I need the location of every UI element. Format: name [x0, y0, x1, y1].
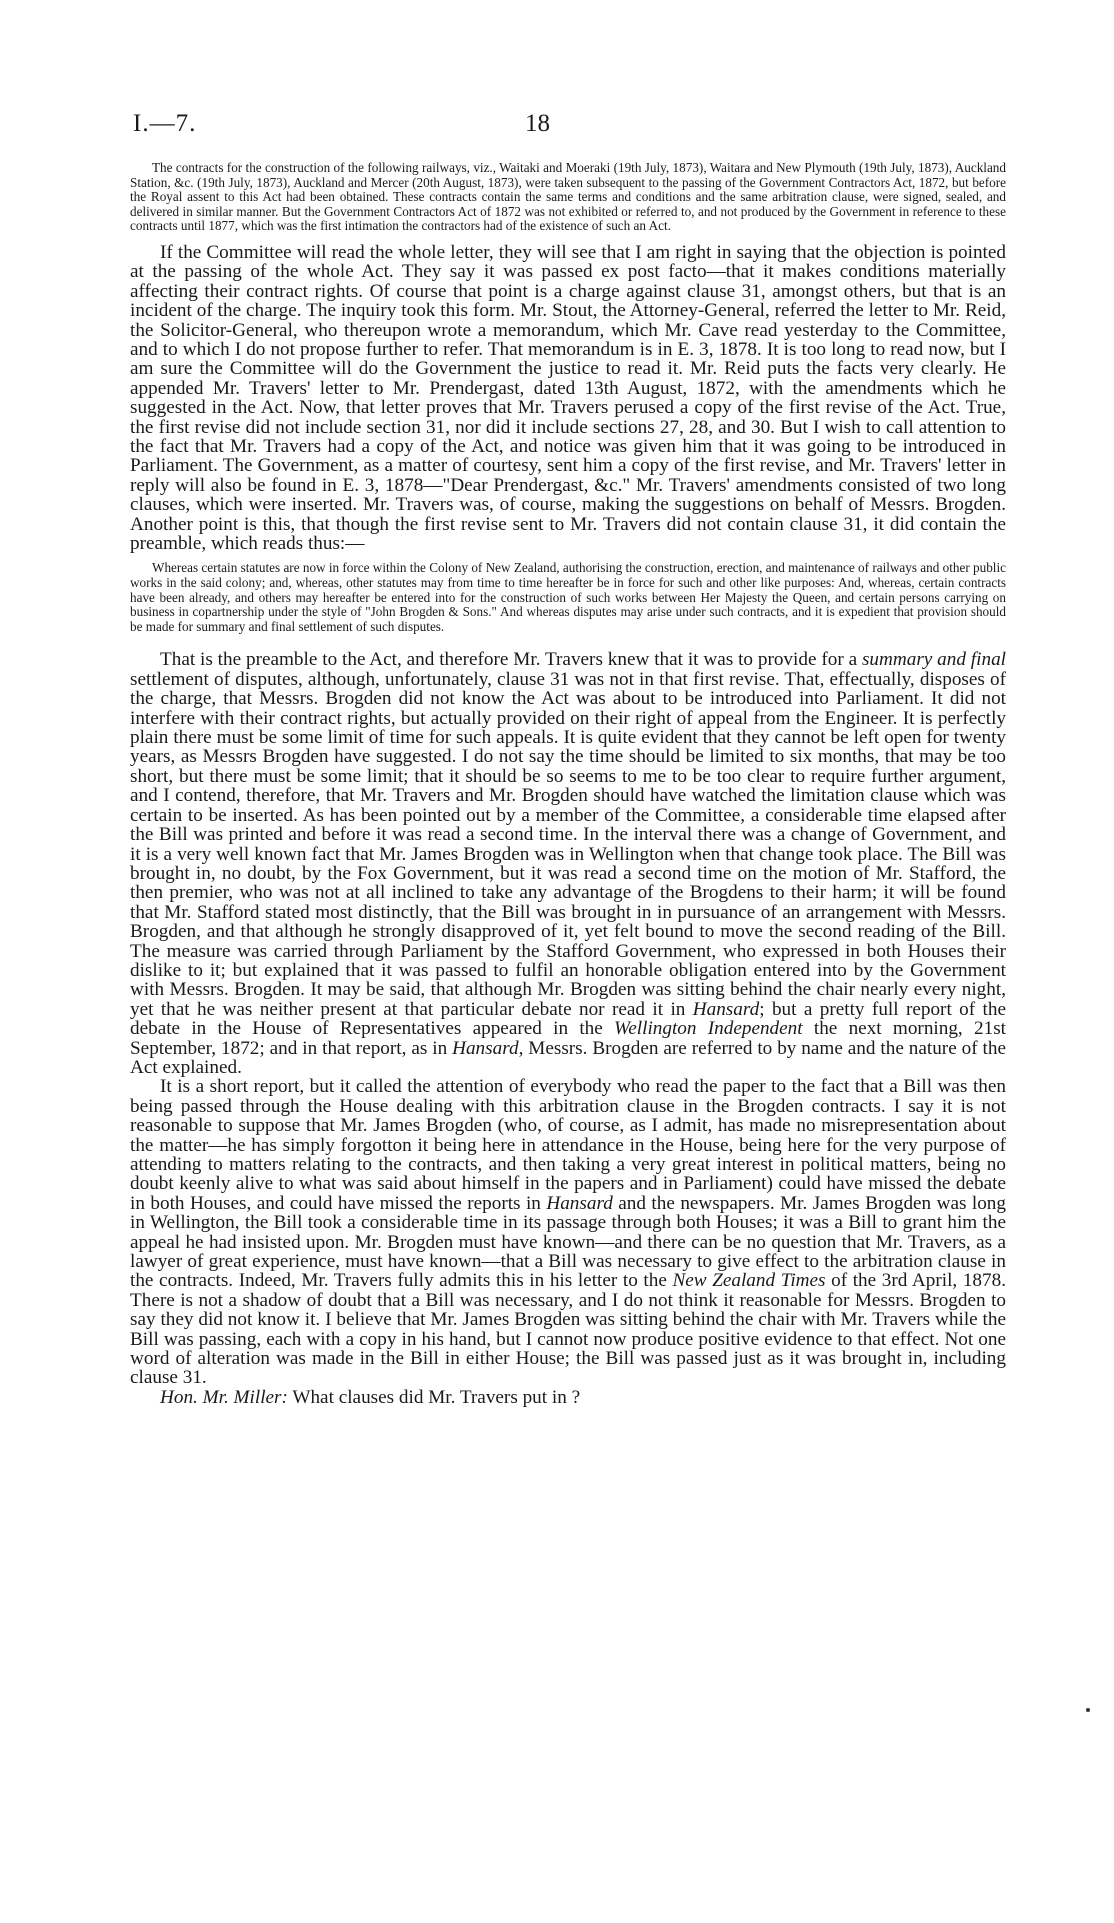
text-run: and the newspapers. Mr. James Brogden was long in Wellington, the Bill took a considerable time in its passage through both Houses; it was a Bill to grant him the appeal he had insisted upon. Mr. Brogden must have known—and there can be no question that Mr. Travers, as a lawyer of great experience, must have known—that a Bill was necessary to give effect to the arbitration clause in the contracts. Indeed, Mr. Travers fully admits this in his letter to the — [130, 1192, 1006, 1292]
emphasis-text: summary and final — [861, 649, 1006, 671]
paragraph-short-report — [130, 1077, 1006, 1388]
text-run: of the 3rd April, 1878. There is not a shadow of doubt that a Bill was necessary, and I do not think it reasonable for Messrs. Brogden to say they did not know it. I believe that Mr. James Brogden was sitting behind the chair with Mr. Travers while the Bill was passing, each with a copy in his hand, but I cannot now produce positive evidence to that effect. Not one word of alteration was made in the Bill in either House; the Bill was passed just as it was brought in, including clause 31. — [130, 1270, 1006, 1389]
hansard-reference: Hansard — [452, 1037, 519, 1059]
contracts-note: The contracts for the construction of the following railways, viz., Waitaki and Moeraki (19th July, 1873), Waitara and New Plymouth (19th July, 1873), Auckland Station, &c. (19th July, 1873), Auckland and Mercer (20th August, 1873), were taken subsequent to the passing of the Government Contractors Act, 1872, but before the Royal assent to this Act had been obtained. These contracts contain the same terms and conditions and the same arbitration clause, were signed, sealed, and delivered in similar manner. But the Government Contractors Act of 1872 was not exhibited or referred to, and not produced by the Government in reference to these contracts until 1877, which was the first intimation the contractors had of the existence of such an Act. — [130, 160, 1006, 234]
hansard-reference: Hansard — [546, 1192, 613, 1214]
text-run: , Messrs. Brogden are referred to by name and the nature of the Act explained. — [130, 1037, 1006, 1078]
question-text: What clauses did Mr. Travers put in ? — [287, 1386, 581, 1408]
speaker-name: Hon. Mr. Miller: — [160, 1386, 288, 1408]
text-run: That is the preamble to the Act, and therefore Mr. Travers knew that it was to provide for a — [160, 649, 862, 671]
document-id: I.—7. — [133, 110, 197, 137]
text-run: ; but a pretty full report of the debate in the House of Representatives appeared in the — [130, 998, 1006, 1040]
newspaper-reference: Wellington Independent — [614, 1018, 803, 1040]
text-run: the next morning, 21st September, 1872; and in that report, as in — [130, 1018, 1006, 1059]
page-body — [130, 161, 1006, 1407]
page-number: 18 — [525, 110, 550, 137]
paragraph-letter-objection: If the Committee will read the whole letter, they will see that I am right in saying that the objection is pointed at the passing of the whole Act. They say it was passed ex post facto—that it makes conditions materially affecting their contract rights. Of course that point is a charge against clause 31, amongst others, but that is an incident of the charge. The inquiry took this form. Mr. Stout, the Attorney-General, referred the letter to Mr. Reid, the Solicitor-General, who thereupon wrote a memorandum, which Mr. Cave read yesterday to the Committee, and to which I do not propose further to refer. That memorandum is in E. 3, 1878. It is too long to read now, but I am sure the Committee will do the Government the justice to read it. Mr. Reid puts the facts very clearly. He appended Mr. Travers' letter to Mr. Prendergast, dated 13th August, 1872, with the amendments which he suggested in the Act. Now, that letter proves that Mr. Travers perused a copy of the first revise of the Act. True, the first revise did not include section 31, nor did it include sections 27, 28, and 30. But I wish to call attention to the fact that Mr. Travers had a copy of the Act, and notice was given him that it was going to be introduced in Parliament. The Government, as a matter of courtesy, sent him a copy of the first revise, and Mr. Travers' letter in reply will also be found in E. 3, 1878—"Dear Prendergast, &c." Mr. Travers' amendments consisted of two long clauses, which were inserted. Mr. Travers was, of course, making the suggestions on behalf of Messrs. Brogden. Another point is this, that though the first revise sent to Mr. Travers did not contain clause 31, it did contain the preamble, which reads thus:— — [130, 241, 1006, 555]
print-speck — [1086, 1708, 1090, 1712]
newspaper-reference: New Zealand Times — [672, 1270, 826, 1292]
text-run: settlement of disputes, although, unfortunately, clause 31 was not in that first revise. That, effectually, disposes of the charge, that Messrs. Brogden did not know the Act was about to be introduced into Parliament. It did not interfere with their contract rights, but actually provided on their right of appeal from the Engineer. It is perfectly plain there must be some limit of time for such appeals. It is quite evident that they cannot be left open for twenty years, as Messrs Brogden have suggested. I do not say the time should be limited to six months, that may be too short, but there must be some limit; that it should be so seems to me to be too clear to require further argument, and I contend, therefore, that Mr. Travers and Mr. Brogden should have watched the limitation clause which was certain to be inserted. As has been pointed out by a member of the Committee, a considerable time elapsed after the Bill was printed and before it was read a second time. In the interval there was a change of Government, and it is a very well known fact that Mr. James Brogden was in Wellington when that change took place. The Bill was brought in, no doubt, by the Fox Government, but it was read a second time on the motion of Mr. Stafford, the then premier, who was not at all inclined to take any advantage of the Brogdens to their harm; it will be found that Mr. Stafford stated most distinctly, that the Bill was brought in in pursuance of an arrangement with Messrs. Brogden, and that although he strongly disapproved of it, yet felt bound to move the second reading of the Bill. The measure was carried through Parliament by the Stafford Government, who expressed in both Houses their dislike to it; but explained that it was passed to fulfil an honorable obligation entered into by the Government with Messrs. Brogden. It may be said, that although Mr. Brogden was sitting behind the chair nearly every night, yet that he was neither present at that particular debate nor read it in — [130, 668, 1006, 1020]
preamble-quote: Whereas certain statutes are now in force within the Colony of New Zealand, authorising the construction, erection, and maintenance of railways and other public works in the said colony; and, whereas, other statutes may from time to time hereafter be in force for such and other like purposes: And, whereas, certain contracts have been already, and others may hereafter be entered into for the construction of such works between Her Majesty the Queen, and certain persons carrying on business in copartnership under the style of "John Brogden & Sons." And whereas disputes may arise under such contracts, and it is expedient that provision should be made for summary and final settlement of such disputes. — [130, 560, 1006, 634]
question-line — [130, 1388, 1006, 1407]
page-header — [133, 110, 1004, 140]
paragraph-preamble-discussion — [130, 650, 1006, 1077]
hansard-reference: Hansard — [692, 998, 760, 1020]
text-run: It is a short report, but it called the attention of everybody who read the paper to the fact that a Bill was then being passed through the House dealing with this arbitration clause in the Brogden contracts. I say it is not reasonable to suppose that Mr. James Brogden (who, of course, as I admit, has made no misrepresentation about the matter—he has simply forgotton it being here in attendance in the House, being here for the very purpose of attending to matters relating to the contracts, and then taking a very great interest in political matters, being no doubt keenly alive to what was said about himself in the papers and in Parliament) could have missed the debate in both Houses, and could have missed the reports in — [130, 1076, 1006, 1214]
